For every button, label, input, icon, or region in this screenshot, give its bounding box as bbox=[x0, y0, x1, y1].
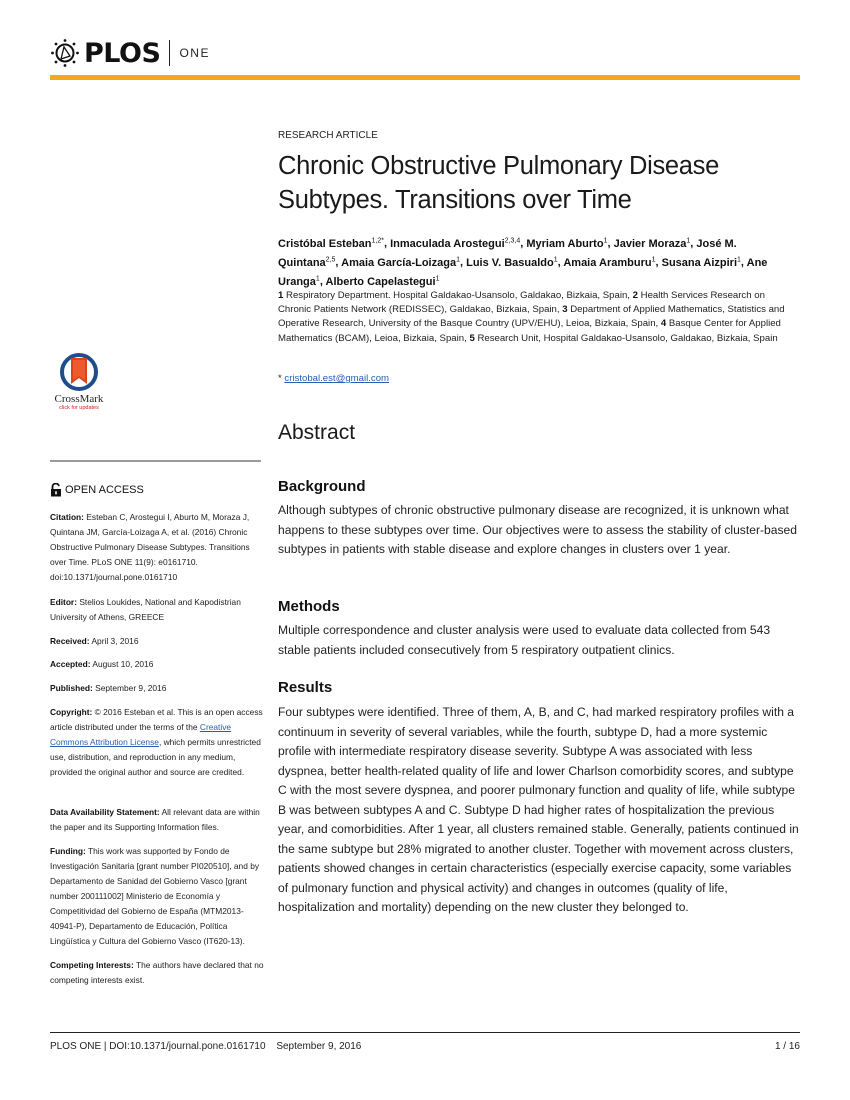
methods-text: Multiple correspondence and cluster analysis were used to evaluate data collected from 543 stable patients included consecutively from 5 respiratory outpatient clinics. bbox=[278, 623, 771, 657]
author[interactable]: Amaia Aramburu$^1$ bbox=[563, 256, 656, 269]
published-block bbox=[50, 681, 264, 696]
accepted-date: August 10, 2016 bbox=[92, 659, 154, 669]
competing-interests-block bbox=[50, 958, 264, 988]
author[interactable]: Ane Uranga$^1$ bbox=[278, 256, 768, 288]
copyright-block bbox=[50, 705, 264, 780]
editor-block bbox=[50, 595, 264, 625]
data-availability-text: All relevant data are within the paper and its Supporting Information files. bbox=[50, 807, 260, 832]
author[interactable]: Inmaculada Arostegui$^{2,3,4}$ bbox=[390, 237, 521, 250]
cc-license-link[interactable]: Creative Commons Attribution License bbox=[50, 722, 232, 747]
citation-text: Esteban C, Arostegui I, Aburto M, Moraza J, Quintana JM, García-Loizaga A, et al. (2016) Chronic Obstructive Pulmonary Disease Subtypes. Transitions over Time. PLoS ONE 11(9): e0161710. doi:10.1371/journal.pone.0161710 bbox=[50, 512, 250, 582]
accepted-label: Accepted: bbox=[50, 659, 91, 669]
crossmark-icon bbox=[59, 352, 99, 392]
author[interactable]: Cristóbal Esteban$^{1,2*}$ bbox=[278, 237, 384, 250]
copyright-text-end: , which permits unrestricted use, distribution, and reproduction in any medium, provided the original author and source are credited. bbox=[50, 737, 261, 777]
affiliation: Department of Applied Mathematics, Statistics and Operative Research, University of the Basque Country (UPV/EHU), Leioa, Bizkaia, Spain, bbox=[278, 304, 785, 330]
accepted-block bbox=[50, 657, 264, 672]
sidebar-divider bbox=[50, 460, 261, 462]
editor-text: Stelios Loukides, National and Kapodistrian University of Athens, GREECE bbox=[50, 597, 241, 622]
author[interactable]: José M. Quintana$^{2,5}$ bbox=[278, 237, 737, 269]
plos-globe-icon bbox=[50, 38, 80, 68]
funding-label: Funding: bbox=[50, 846, 86, 856]
article-title bbox=[278, 149, 800, 217]
abstract-heading: Abstract bbox=[278, 421, 356, 444]
crossmark-badge[interactable] bbox=[49, 352, 109, 412]
published-date: September 9, 2016 bbox=[95, 683, 167, 693]
editor-label: Editor: bbox=[50, 597, 77, 607]
data-availability-label: Data Availability Statement: bbox=[50, 807, 160, 817]
citation-label: Citation: bbox=[50, 512, 84, 522]
article-type: RESEARCH ARTICLE bbox=[278, 130, 378, 141]
footer-divider bbox=[50, 1032, 800, 1033]
affiliation: Research Unit, Hospital Galdakao-Usansolo, Galdakao, Bizkaia, Spain bbox=[477, 332, 778, 344]
crossmark-sublabel: click for updates bbox=[59, 405, 99, 411]
author[interactable]: Amaia García-Loizaga$^1$ bbox=[341, 256, 460, 269]
funding-block bbox=[50, 844, 264, 949]
results-heading: Results bbox=[278, 679, 333, 696]
received-block bbox=[50, 634, 264, 649]
affiliation: Respiratory Department. Hospital Galdakao-Usansolo, Galdakao, Bizkaia, Spain, bbox=[286, 290, 630, 301]
open-access-label: OPEN ACCESS bbox=[65, 484, 144, 496]
open-lock-icon bbox=[50, 483, 62, 497]
competing-interests-text: The authors have declared that no competing interests exist. bbox=[50, 960, 264, 985]
title-line-1: Chronic Obstructive Pulmonary Disease bbox=[278, 152, 719, 180]
affiliations: 1 Respiratory Department. Hospital Galdakao-Usansolo, Galdakao, Bizkaia, Spain, 2 Health Services Research on Chronic Patients Network (REDISSEC), Galdakao, Bizkaia, Spain, 3 Department of Applied Mathematics, Statistics and Operative Research, University of the Basque Country (UPV/EHU), Leioa, Bizkaia, Spain, 4 Basque Center for Applied Mathematics (BCAM), Leioa, Bizkaia, Spain, 5 Research Unit, Hospital Galdakao-Usansolo, Galdakao, Bizkaia, Spain bbox=[278, 290, 785, 344]
open-access-badge bbox=[50, 483, 144, 497]
author-list: Cristóbal Esteban$^{1,2*}$, Inmaculada Arostegui$^{2,3,4}$, Myriam Aburto$^1$, Javier Moraza$^1$, José M. Quintana$^{2,5}$, Amaia García-Loizaga$^1$, Luis V. Basualdo$^1$, Amaia Aramburu$^1$, Susana Aizpiri$^1$, Ane Uranga$^1$, Alberto Capelastegui$^1$ bbox=[278, 237, 768, 288]
header-accent-bar bbox=[50, 75, 800, 80]
page-number: 1 / 16 bbox=[774, 1041, 800, 1052]
background-text: Although subtypes of chronic obstructive pulmonary disease are recognized, it is unknown what happens to these subtypes over time. Our objectives were to assess the stability of cluster-based subtypes in patients with stable disease and explore changes in clusters over 1 year. bbox=[278, 503, 797, 556]
affiliation: Health Services Research on Chronic Patients Network (REDISSEC), Galdakao, Bizkaia, Spain, bbox=[278, 290, 765, 316]
email-link[interactable]: cristobal.est@gmail.com bbox=[284, 373, 390, 384]
author[interactable]: Javier Moraza$^1$ bbox=[613, 237, 691, 250]
journal-name: ONE bbox=[179, 46, 210, 60]
data-availability-block bbox=[50, 805, 264, 835]
competing-interests-label: Competing Interests: bbox=[50, 960, 134, 970]
crossmark-label: CrossMark bbox=[54, 393, 104, 405]
received-label: Received: bbox=[50, 636, 90, 646]
affiliation: Basque Center for Applied Mathematics (BCAM), Leioa, Bizkaia, Spain, bbox=[278, 318, 781, 344]
author[interactable]: Susana Aizpiri$^1$ bbox=[661, 256, 741, 269]
published-label: Published: bbox=[50, 683, 93, 693]
copyright-text: © 2016 Esteban et al. This is an open access article distributed under the terms of the bbox=[50, 707, 263, 732]
author[interactable]: Luis V. Basualdo$^1$ bbox=[466, 256, 558, 269]
author[interactable]: Alberto Capelastegui$^1$ bbox=[325, 275, 440, 288]
funding-text: This work was supported by Fondo de Investigación Sanitaria [grant number PI020510], and by Departamento de Sanidad del Gobierno Vasco [grant number 200111002] Ministerio de Economía y Competitividad del Gobierno de España (MTM2013-40941-P), Departamento de Educación, Política Lingüística y Cultura del Gobierno Vasco (IT620-13). bbox=[50, 846, 260, 946]
logo-divider bbox=[169, 40, 170, 66]
corresponding-email bbox=[278, 373, 800, 384]
email-marker: * bbox=[278, 373, 282, 384]
plos-one-logo[interactable] bbox=[50, 38, 210, 68]
citation-block bbox=[50, 510, 264, 585]
results-text: Four subtypes were identified. Three of them, A, B, and C, had marked respiratory profiles with a continuum in severity of several variables, while the fourth, subtype D, had a more systemic profile with intermediate respiratory disease severity. Subtype A was associated with less dyspnea, better health-related quality of life and lower Charlson comorbidity scores, and subtype C with the most severe dyspnea, and poorer pulmonary function and quality of life, while subtype B was between subtypes A and C. Subtype D had higher rates of hospitalization the previous year, and comorbidities. After 1 year, all clusters remained stable. Generally, patients continued in the same subtype but 28% migrated to another cluster. Together with movement across clusters, patients showed changes in certain characteristics (especially exercise capacity, some variables of pulmonary function and physical activity) and changes in outcomes (quality of life, hospitalization and mortality) depending on the new cluster they belonged to. bbox=[278, 705, 799, 914]
copyright-label: Copyright: bbox=[50, 707, 93, 717]
brand-name: PLOS bbox=[84, 37, 161, 69]
received-date: April 3, 2016 bbox=[91, 636, 139, 646]
title-line-2: Subtypes. Transitions over Time bbox=[278, 186, 632, 214]
author[interactable]: Myriam Aburto$^1$ bbox=[526, 237, 608, 250]
background-heading: Background bbox=[278, 478, 366, 495]
methods-heading: Methods bbox=[278, 598, 340, 615]
footer-journal-doi[interactable]: PLOS ONE | DOI:10.1371/journal.pone.0161710 bbox=[50, 1041, 266, 1052]
footer-date: September 9, 2016 bbox=[276, 1041, 362, 1052]
footer-citation bbox=[50, 1041, 361, 1052]
